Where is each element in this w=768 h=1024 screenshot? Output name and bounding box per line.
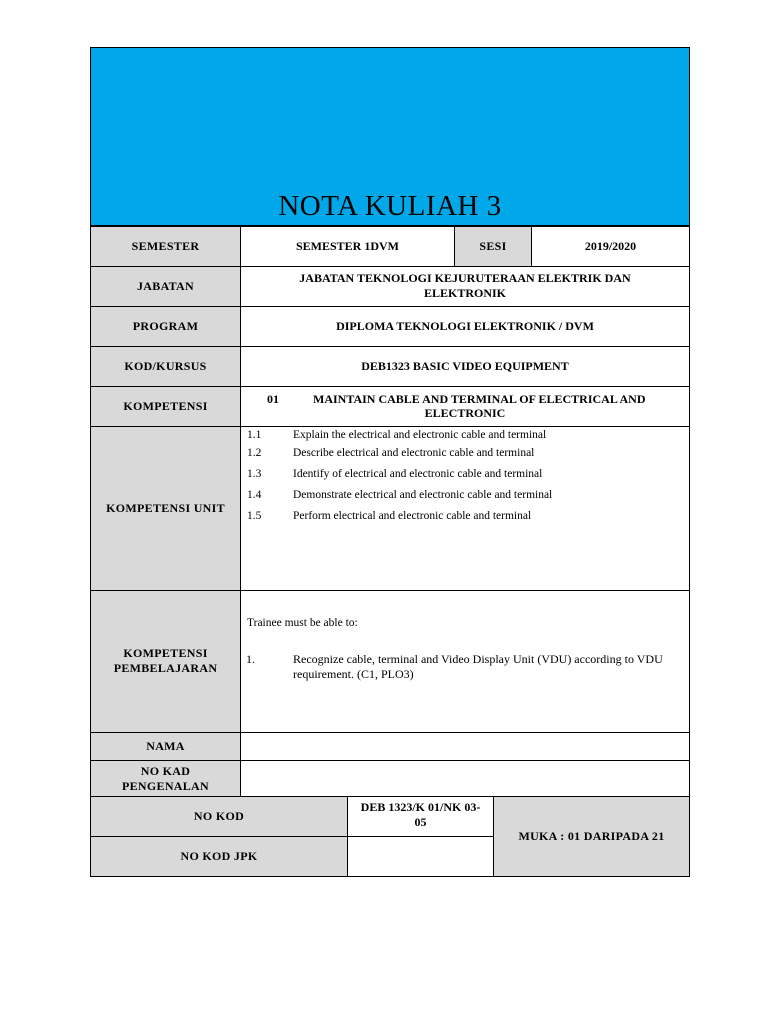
semester-value: SEMESTER 1DVM (240, 226, 455, 267)
pembelajaran-item-line-2: requirement. (C1, PLO3) (293, 667, 414, 681)
semester-label: SEMESTER (90, 226, 241, 267)
no-kad-label-line-2: PENGENALAN (121, 779, 209, 793)
sesi-value: 2019/2020 (531, 226, 690, 267)
kompetensi-unit-list (240, 426, 690, 591)
nama-label: NAMA (90, 732, 241, 761)
no-kod-value-line-2: 05 (414, 815, 427, 829)
kompetensi-value (240, 386, 690, 427)
no-kod-label: NO KOD (90, 796, 348, 837)
jabatan-line-1: JABATAN TEKNOLOGI KEJURUTERAAN ELEKTRIK DAN (299, 271, 631, 285)
nama-field[interactable] (240, 732, 690, 761)
no-kad-field[interactable] (240, 760, 690, 797)
unit-item-number: 1.2 (247, 447, 262, 459)
kompetensi-line-2: ELECTRONIC (424, 406, 506, 420)
no-kod-value-line-1: DEB 1323/K 01/NK 03- (360, 800, 481, 814)
kod-kursus-value: DEB1323 BASIC VIDEO EQUIPMENT (240, 346, 690, 387)
pembelajaran-item-line-1: Recognize cable, terminal and Video Display Unit (VDU) according to VDU (293, 652, 663, 666)
kompetensi-line-1: MAINTAIN CABLE AND TERMINAL OF ELECTRICAL AND (313, 392, 646, 406)
pembelajaran-intro: Trainee must be able to: (247, 617, 358, 629)
title-banner (90, 47, 690, 226)
unit-item-number: 1.4 (247, 489, 262, 501)
program-label: PROGRAM (90, 306, 241, 347)
no-kad-label (90, 760, 241, 797)
unit-item-number: 1.5 (247, 510, 262, 522)
program-value: DIPLOMA TEKNOLOGI ELEKTRONIK / DVM (240, 306, 690, 347)
no-kod-jpk-field[interactable] (347, 836, 494, 877)
unit-item-text: Perform electrical and electronic cable and terminal (293, 510, 532, 522)
pembelajaran-item-number: 1. (246, 652, 255, 666)
no-kod-value (347, 796, 494, 837)
jabatan-label: JABATAN (90, 266, 241, 307)
sesi-label: SESI (454, 226, 532, 267)
kompetensi-unit-label: KOMPETENSI UNIT (90, 426, 241, 591)
unit-item-text: Describe electrical and electronic cable and terminal (293, 447, 535, 459)
kompetensi-pembelajaran-label-line-1: KOMPETENSI (123, 646, 208, 660)
muka-page-count: MUKA : 01 DARIPADA 21 (493, 796, 690, 877)
kod-kursus-label: KOD/KURSUS (90, 346, 241, 387)
page-title: NOTA KULIAH 3 (278, 190, 502, 222)
jabatan-line-2: ELEKTRONIK (423, 286, 507, 300)
unit-item-text: Explain the electrical and electronic cable and terminal (293, 429, 547, 441)
unit-item-text: Identify of electrical and electronic cable and terminal (293, 468, 543, 480)
no-kad-label-line-1: NO KAD (140, 764, 191, 778)
kompetensi-pembelajaran-label (90, 590, 241, 733)
no-kod-jpk-label: NO KOD JPK (90, 836, 348, 877)
unit-item-text: Demonstrate electrical and electronic cable and terminal (293, 489, 553, 501)
kompetensi-number: 01 (267, 392, 279, 406)
kompetensi-label: KOMPETENSI (90, 386, 241, 427)
kompetensi-pembelajaran-content (240, 590, 690, 733)
unit-item-number: 1.3 (247, 468, 262, 480)
kompetensi-pembelajaran-label-line-2: PEMBELAJARAN (113, 661, 218, 675)
unit-item-number: 1.1 (247, 429, 262, 441)
jabatan-value (240, 266, 690, 307)
